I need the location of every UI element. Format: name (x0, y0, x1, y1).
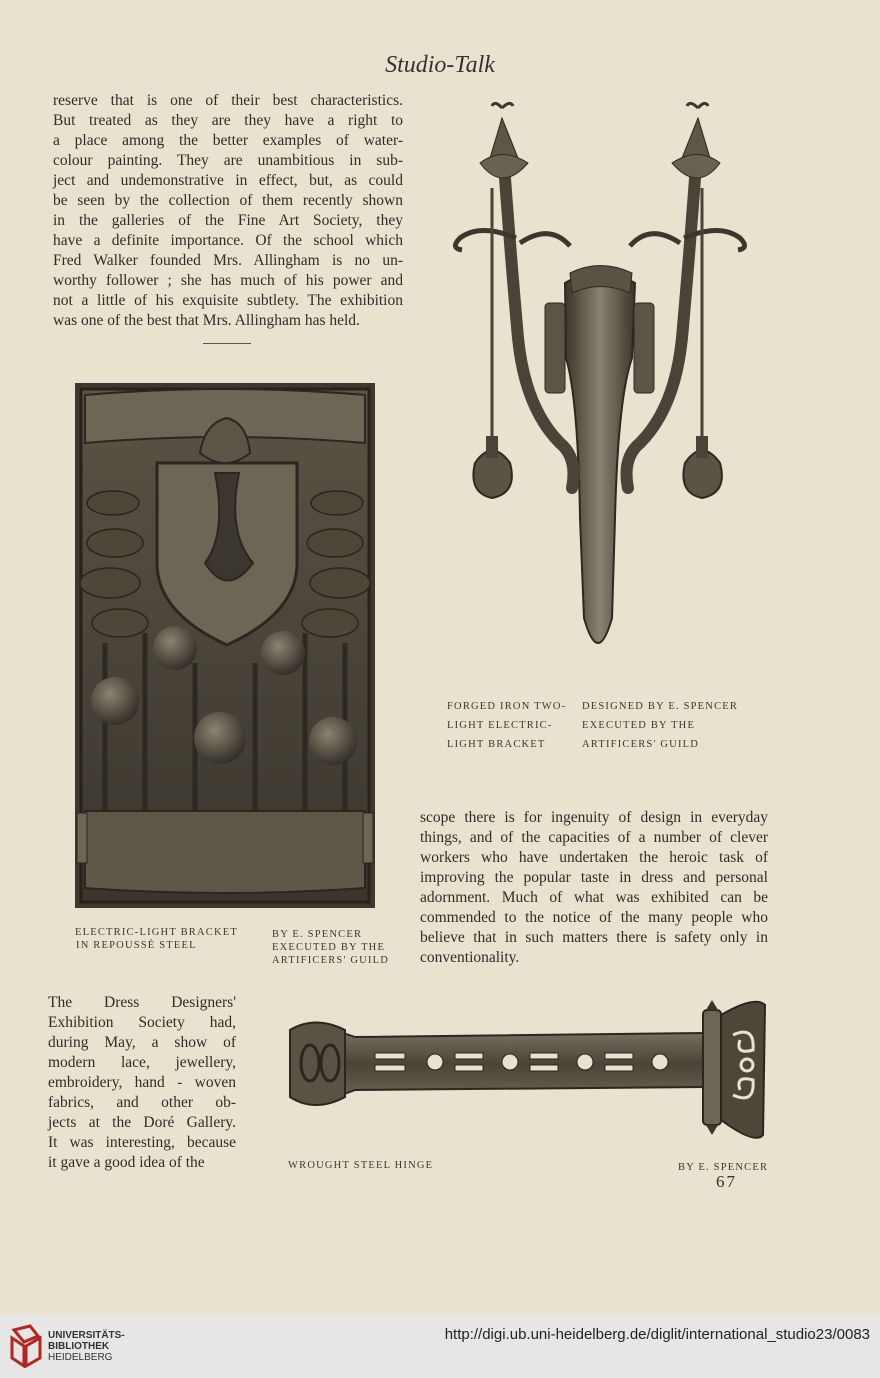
bracket-caption-title: ELECTRIC-LIGHT BRACKET IN REPOUSSÉ STEEL (75, 927, 238, 951)
source-url-link[interactable]: http://digi.ub.uni-heidelberg.de/diglit/international_studio23/0083 (444, 1326, 870, 1343)
text-line: ject and undemonstrative in effect, but, as could (53, 172, 403, 189)
text-line: fabrics, and other ob- (48, 1094, 236, 1111)
library-logo-icon (10, 1324, 42, 1368)
repousse-steel-bracket-illustration (75, 383, 375, 913)
text-line: But treated as they are they have a right to (53, 112, 403, 129)
text-line: it gave a good idea of the (48, 1154, 205, 1171)
text-line: in the galleries of the Fine Art Society, they (53, 212, 403, 229)
forged-iron-sconce-illustration (440, 98, 760, 673)
right-paragraph (420, 808, 768, 968)
text-line: not a little of his exquisite subtlety. The exhibition (53, 292, 403, 309)
text-line: Exhibition Society had, (48, 1014, 236, 1031)
text-line: embroidery, hand - woven (48, 1074, 236, 1091)
text-line: improving the popular taste in dress and personal (420, 869, 768, 886)
hinge-caption-title: WROUGHT STEEL HINGE (288, 1160, 434, 1171)
text-line: commended to the notice of the many people who (420, 909, 768, 926)
text-line: reserve that is one of their best characteristics. (53, 92, 403, 109)
text-line: conventionality. (420, 949, 520, 966)
text-line: during May, a show of (48, 1034, 236, 1051)
library-name: UNIVERSITÄTS- BIBLIOTHEK HEIDELBERG (48, 1330, 125, 1363)
top-paragraph (53, 91, 403, 331)
text-line: worthy follower ; she has much of his power and (53, 272, 403, 289)
bottom-left-paragraph (48, 993, 236, 1173)
text-line: workers who have undertaken the heroic task of (420, 849, 768, 866)
text-line: a place among the better examples of water- (53, 132, 403, 149)
section-divider (203, 343, 251, 344)
text-line: believe that in such matters there is safety only in (420, 929, 768, 946)
text-line: modern lace, jewellery, (48, 1054, 236, 1071)
text-line: be seen by the collection of them recently shown (53, 192, 403, 209)
running-head: Studio-Talk (385, 52, 495, 78)
sconce-caption-title: FORGED IRON TWO- LIGHT ELECTRIC- LIGHT BRACKET (447, 701, 567, 750)
text-line: The Dress Designers' (48, 994, 236, 1011)
bracket-caption-credit: BY E. SPENCER EXECUTED BY THE ARTIFICERS' GUILD (272, 929, 390, 966)
digitization-footer (0, 1314, 880, 1378)
text-line: things, and of the capacities of a number of clever (420, 829, 768, 846)
text-line: adornment. Much of what was exhibited can be (420, 889, 768, 906)
hinge-caption-credit: BY E. SPENCER (678, 1162, 769, 1173)
text-line: was one of the best that Mrs. Allingham has held. (53, 312, 360, 329)
page-number: 67 (716, 1172, 737, 1191)
text-line: have a definite importance. Of the school which (53, 232, 403, 249)
text-line: colour painting. They are unambitious in sub- (53, 152, 403, 169)
wrought-steel-hinge-illustration (285, 995, 770, 1145)
sconce-caption-credit: DESIGNED BY E. SPENCER EXECUTED BY THE ARTIFICERS' GUILD (582, 701, 739, 750)
text-line: scope there is for ingenuity of design in everyday (420, 809, 768, 826)
text-line: jects at the Doré Gallery. (48, 1114, 236, 1131)
text-line: Fred Walker founded Mrs. Allingham is no un- (53, 252, 403, 269)
text-line: It was interesting, because (48, 1134, 236, 1151)
